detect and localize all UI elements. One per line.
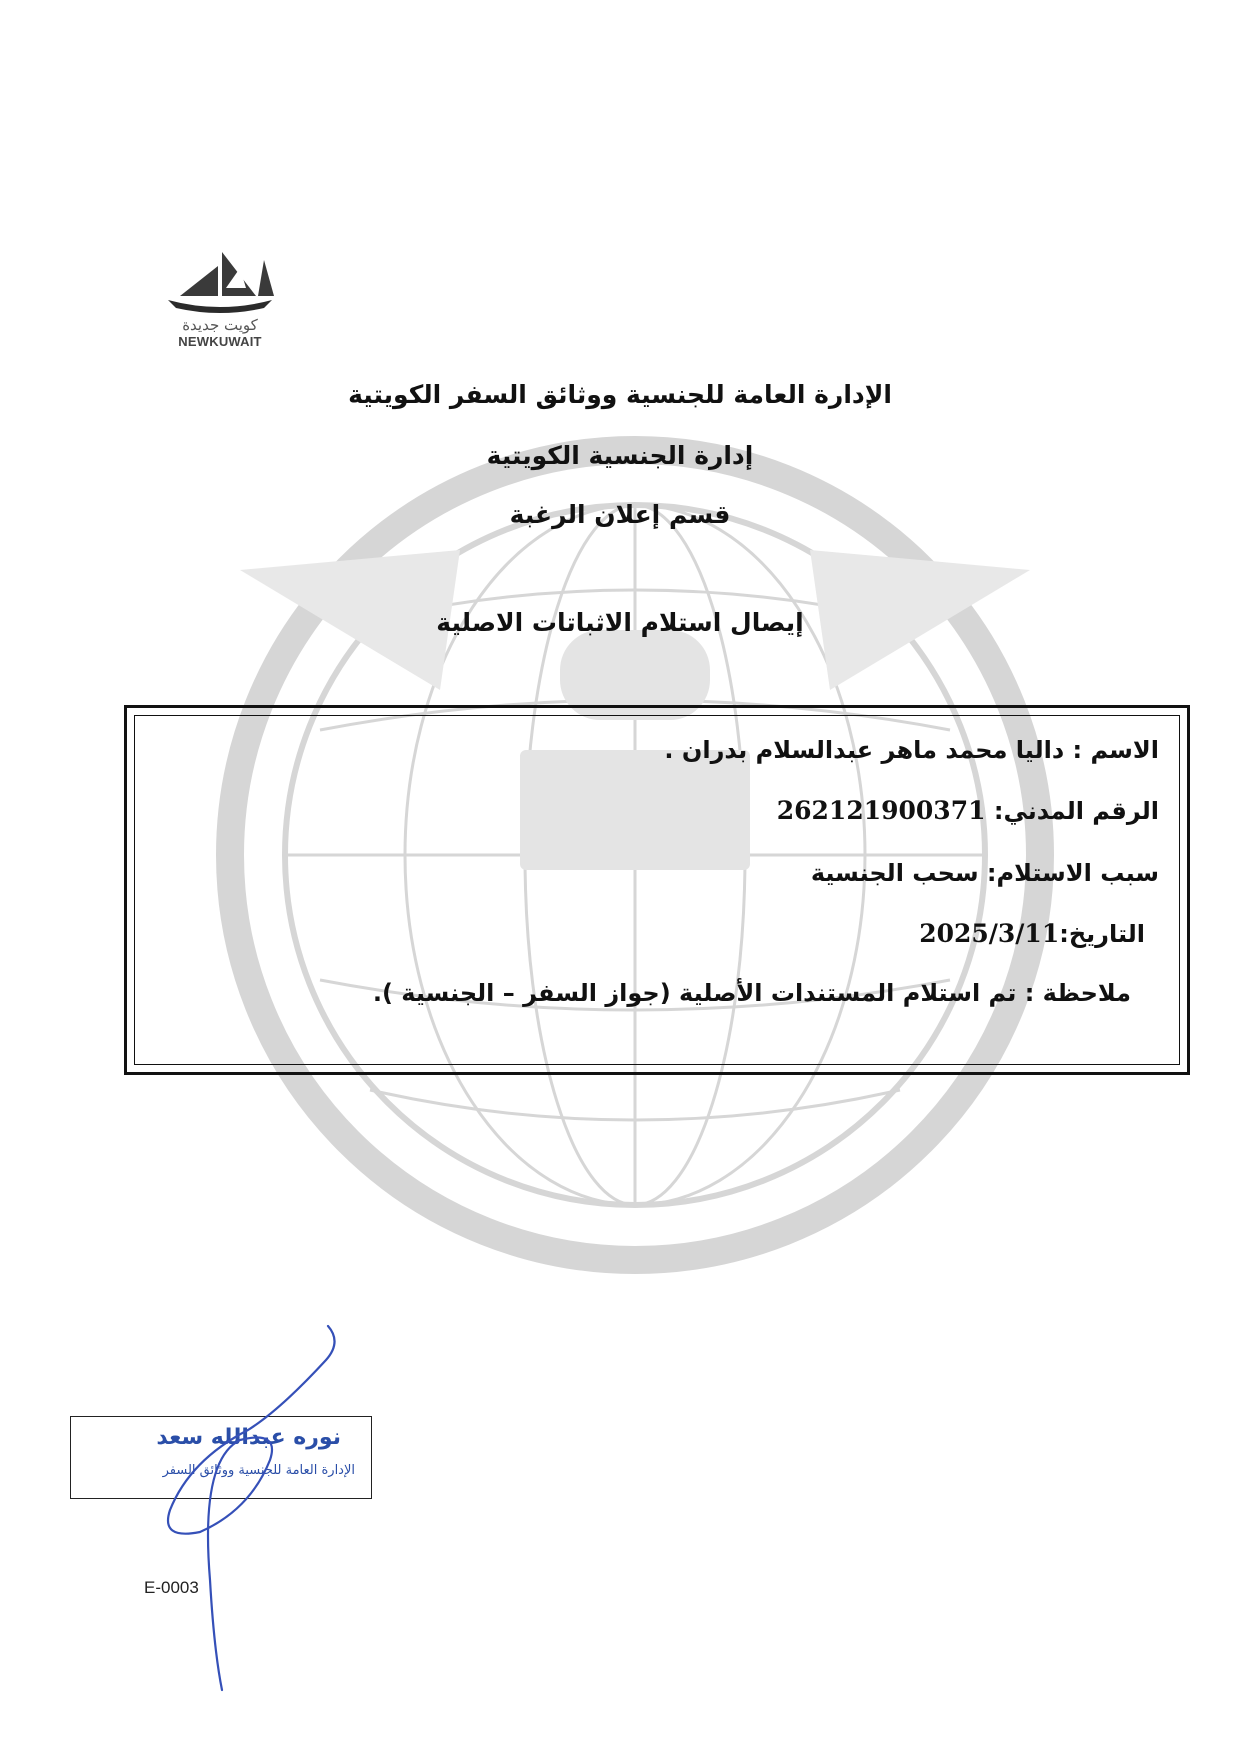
document-title: إيصال استلام الاثباتات الاصلية [436, 608, 804, 637]
dhow-sail-icon [160, 248, 280, 318]
logo-english-text: NEWKUWAIT [178, 334, 262, 349]
name-label: الاسم : [1064, 736, 1159, 764]
civil-id-row [777, 796, 1159, 825]
note-label: ملاحظة : [1016, 979, 1131, 1007]
stamp-department: الإدارة العامة للجنسية ووثائق السفر [162, 1463, 355, 1478]
note-row [373, 979, 1131, 1007]
note-value: تم استلام المستندات الأصلية (جواز السفر – الجنسية ). [372, 979, 1017, 1007]
civil-id-value: 262121900371 [776, 796, 986, 825]
receipt-details-box [124, 705, 1190, 1075]
new-kuwait-logo [155, 248, 285, 368]
section-heading: قسم إعلان الرغبة [509, 500, 731, 529]
civil-id-label: الرقم المدني: [985, 797, 1159, 825]
receipt-details-inner-border [134, 715, 1180, 1065]
ministry-department-heading: الإدارة العامة للجنسية ووثائق السفر الكويتية [348, 380, 892, 409]
reason-value: سحب الجنسية [810, 859, 979, 887]
name-value: داليا محمد ماهر عبدالسلام بدران . [664, 736, 1065, 764]
reason-label: سبب الاستلام: [978, 859, 1159, 887]
date-row [919, 919, 1145, 948]
handwritten-signature-icon [130, 1320, 350, 1700]
date-value: 2025/3/11 [919, 919, 1060, 948]
name-row [664, 736, 1159, 764]
form-code: E-0003 [144, 1578, 199, 1597]
date-label: التاريخ: [1059, 920, 1145, 948]
logo-arabic-text: كويت جديدة [182, 316, 258, 334]
reason-row [811, 859, 1159, 887]
nationality-department-heading: إدارة الجنسية الكويتية [486, 441, 754, 470]
stamp-officer-name: نوره عبدالله سعد [156, 1425, 341, 1450]
